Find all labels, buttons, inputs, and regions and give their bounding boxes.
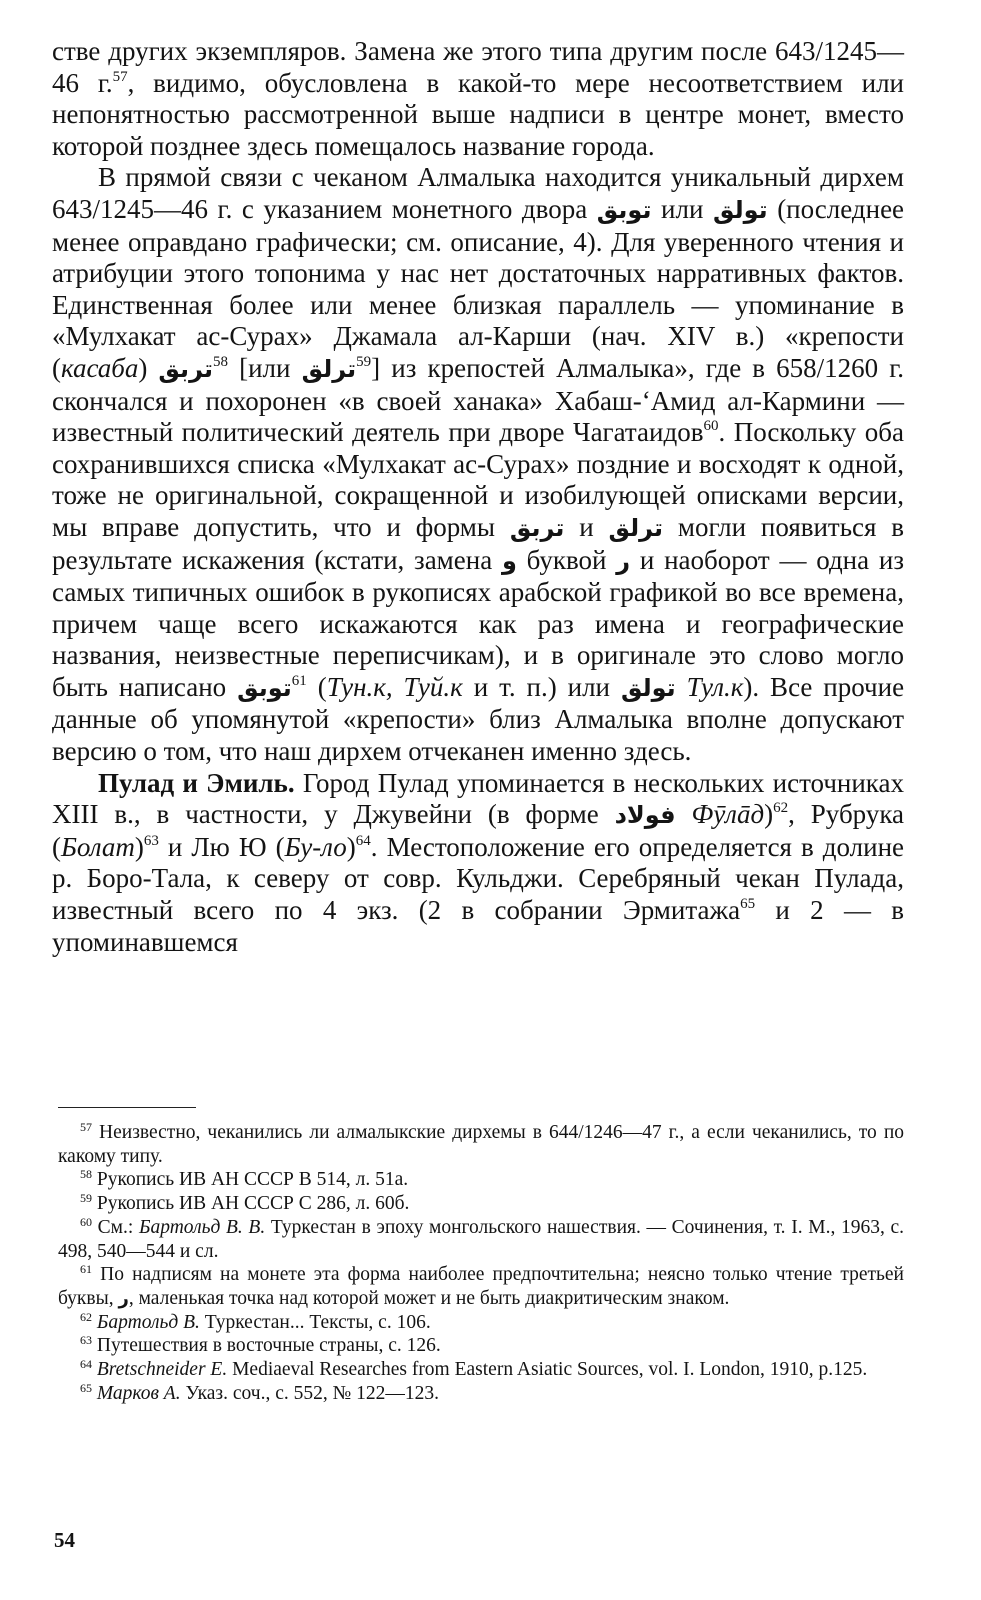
footnote-62 xyxy=(58,1311,904,1335)
text-run: и наоборот — одна из самых типичных ошибок в рукописях арабской графикой во все времена, причем чаще всего искажаются как раз имена и географические названия, неизвестные переписчикам), и в оригинале это слово могло быть написано xyxy=(52,544,904,702)
footnote-text: По надписям на монете эта форма наиболее предпочтительна; неясно только чтение третьей буквы, xyxy=(58,1264,904,1309)
text-run: стве других экземпляров. Замена же этого типа другим после 643/1245—46 г. xyxy=(52,36,904,98)
arabic-letter: و xyxy=(501,546,517,575)
footnote-number: 63 xyxy=(80,1333,92,1348)
arabic-word: تولق xyxy=(712,195,768,224)
footnote-57 xyxy=(58,1121,904,1168)
footnote-60 xyxy=(58,1216,904,1263)
arabic-word: تربق xyxy=(509,513,565,542)
text-run: . Местоположение его определяется в долине р. Боро-Тала, к северу от совр. Кульджи. Серебряный чекан Пулада, известный всего по 4 экз. (2 в собрании Эрмитажа xyxy=(52,831,904,926)
italic-term: Тул.к xyxy=(686,671,744,702)
footnote-number: 62 xyxy=(80,1309,92,1324)
italic-term: Тун.к, Туй.к xyxy=(326,671,463,702)
footnote-ref-63: 63 xyxy=(143,832,159,849)
paragraph-3 xyxy=(52,768,904,959)
footnote-ref-58: 58 xyxy=(213,353,229,370)
footnote-author: Бартольд В. В. xyxy=(138,1216,266,1238)
footnote-text: Указ. соч., с. 552, № 122—123. xyxy=(185,1382,439,1404)
text-run: В прямой связи с чеканом Алмалыка находится уникальный дирхем 643/1245—46 г. с указанием монетного двора xyxy=(52,162,904,224)
footnote-ref-62: 62 xyxy=(773,800,789,817)
text-run: или xyxy=(661,193,704,224)
footnote-text: Туркестан... Тексты, с. 106. xyxy=(204,1311,431,1333)
text-run: . Поскольку оба сохранившихся списка «Мулхакат ас-Сурах» поздние и восходят к одной, тоже не оригинальной, сокращенной и изобилующей описками версии, мы вправе допустить, что и формы xyxy=(52,417,904,542)
arabic-word: فولاد xyxy=(614,801,676,830)
text-run: Город Пулад упоминается в нескольких источниках XIII в., в частности, у Джувейни (в форме xyxy=(52,767,904,830)
text-run: , Рубрука ( xyxy=(52,799,905,862)
arabic-word: توبق xyxy=(237,673,292,702)
footnote-text: Неизвестно, чеканились ли алмалыкские дирхемы в 644/1246—47 г., а если чеканились, то по какому типу. xyxy=(58,1122,904,1167)
footnote-author: Bretschneider E. xyxy=(96,1359,228,1381)
italic-term: Болат xyxy=(61,831,135,862)
footnote-text: Рукопись ИВ АН СССР С 286, л. 60б. xyxy=(96,1193,410,1215)
text-run: могли появиться в результате искажения (кстати, замена xyxy=(52,511,904,575)
arabic-word: ترلق xyxy=(301,354,357,383)
footnote-author: Бартольд В. xyxy=(96,1311,200,1333)
footnote-number: 64 xyxy=(80,1357,92,1372)
footnote-ref-59: 59 xyxy=(356,353,372,370)
footnote-text: См.: xyxy=(97,1216,134,1238)
footnote-number: 59 xyxy=(80,1191,92,1206)
footnote-number: 58 xyxy=(80,1167,92,1182)
footnote-ref-64: 64 xyxy=(355,832,371,849)
footnote-59 xyxy=(58,1192,904,1216)
text-run: ] из крепостей Алмалыка», где в 658/1260 г. скончался и похоронен «в своей ханака» Хабаш-ʻАмид ал-Кармини — известный политический деятель при дворе Чагатаидов xyxy=(52,352,904,448)
page-number: 54 xyxy=(54,1528,75,1552)
footnote-ref-57: 57 xyxy=(112,68,128,85)
section-heading: Пулад и Эмиль. xyxy=(98,767,295,798)
footnotes xyxy=(58,1121,904,1405)
footnote-61 xyxy=(58,1263,904,1310)
paragraph-2 xyxy=(52,162,904,767)
arabic-word: ترلق xyxy=(608,513,664,542)
footnote-64 xyxy=(58,1358,904,1382)
italic-term: Фӯлāд xyxy=(691,799,765,830)
footnote-text: Путешествия в восточные страны, с. 126. xyxy=(96,1335,441,1357)
arabic-letter: ر xyxy=(616,546,631,575)
footnote-number: 61 xyxy=(80,1262,92,1277)
text-run: , видимо, обусловлена в какой-то мере несоответствием или непонятностью рассмотренной выше надписи в центре монет, вместо которой позднее здесь помещалось название города. xyxy=(52,67,904,161)
footnote-58 xyxy=(58,1168,904,1192)
text-run: и 2 — в упоминавшемся xyxy=(52,895,905,957)
footnote-author: Марков А. xyxy=(96,1382,181,1404)
text-run: и Лю Ю ( xyxy=(167,831,285,862)
arabic-word: تولق xyxy=(620,673,676,702)
footnote-text: Рукопись ИВ АН СССР В 514, л. 51а. xyxy=(96,1169,409,1191)
footnote-number: 60 xyxy=(80,1214,92,1229)
main-text xyxy=(52,36,904,958)
footnote-number: 57 xyxy=(80,1120,92,1134)
footnote-ref-65: 65 xyxy=(740,896,756,913)
footnote-divider xyxy=(58,1107,196,1108)
text-run: и т. п.) или xyxy=(473,671,611,702)
italic-term: Бу-ло xyxy=(284,831,347,862)
footnote-text: Mediaeval Researches from Eastern Asiatic Sources, vol. I. London, 1910, p.125. xyxy=(232,1359,868,1381)
footnote-text: , маленькая точка над которой может и не быть диакритическим знаком. xyxy=(128,1287,730,1309)
text-run: буквой xyxy=(526,544,607,575)
footnote-65 xyxy=(58,1382,904,1406)
arabic-word: تربق xyxy=(158,354,214,383)
text-run: ). Все прочие данные об упомянутой «крепости» близ Алмалыка вполне допускают версию о том, что наш дирхем отчеканен именно здесь. xyxy=(52,671,905,767)
text-run: ) xyxy=(138,352,148,383)
text-run: ) xyxy=(764,799,774,830)
text-run: и xyxy=(579,511,594,542)
text-run: [или xyxy=(239,352,291,383)
footnote-text: Туркестан в эпоху монгольского нашествия. — Сочинения, т. I. М., 1963, с. 498, 540—544 и сл. xyxy=(58,1216,905,1262)
paragraph-1 xyxy=(52,36,904,162)
text-run: ) xyxy=(134,831,144,862)
text-run: ) xyxy=(346,831,356,862)
text-run: (последнее менее оправдано графически; см. описание, 4). Для уверенного чтения и атрибуции этого топонима у нас нет достаточных нарративных фактов. Единственная более или менее близкая параллель — упоминание в «Мулхакат ас-Сурах» Джамала ал-Карши (нач. XIV в.) «крепости ( xyxy=(52,193,905,383)
italic-term: касаба xyxy=(61,352,139,383)
footnote-63 xyxy=(58,1334,904,1358)
arabic-word: توبق xyxy=(596,195,652,224)
text-run: ( xyxy=(317,671,327,702)
footnote-ref-60: 60 xyxy=(703,418,719,435)
arabic-letter: ر xyxy=(118,1287,129,1309)
footnote-number: 65 xyxy=(80,1380,92,1395)
footnote-ref-61: 61 xyxy=(291,672,307,689)
